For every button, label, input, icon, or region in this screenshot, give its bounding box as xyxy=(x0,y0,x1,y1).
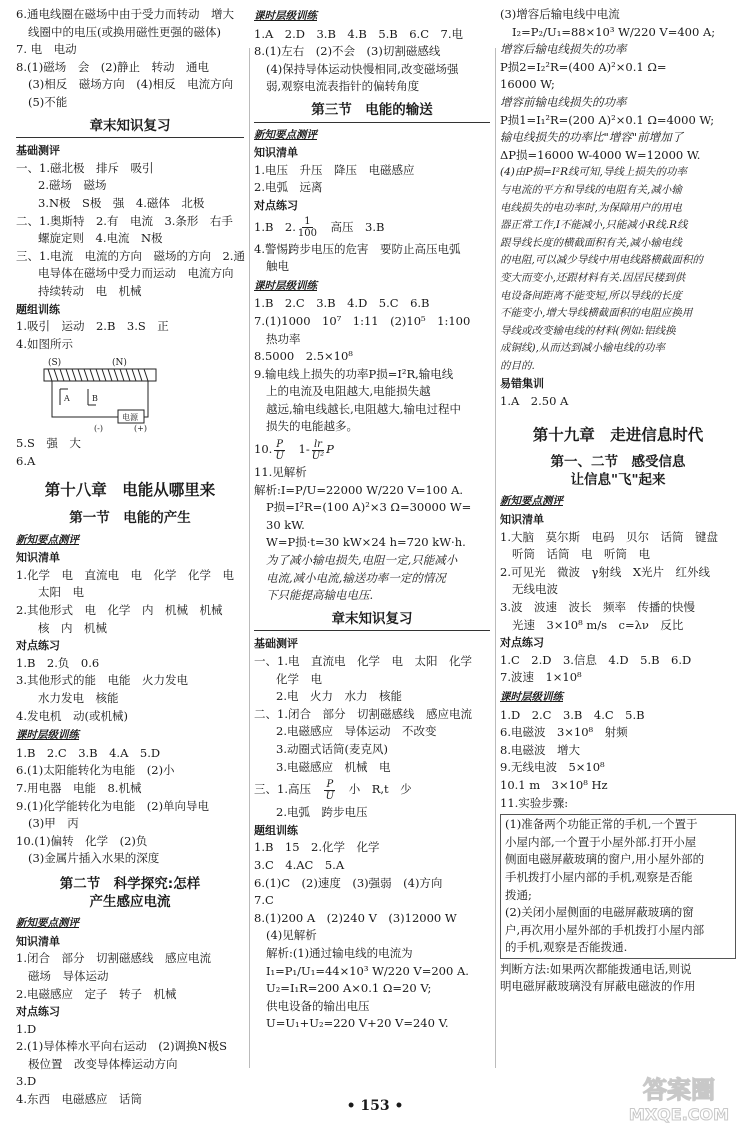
section-1-title: 第一节 电能的产生 xyxy=(69,510,191,527)
section-2-title: 第二节 科学探究:怎样 xyxy=(59,875,201,892)
answer-line: 2.电弧 远离 xyxy=(254,180,323,195)
answer-line: 1.C 2.D 3.信息 4.D 5.B 6.D xyxy=(500,652,692,667)
answer-line: 7.波速 1×10⁸ xyxy=(500,670,582,685)
answer-line: 1.电压 升压 降压 电磁感应 xyxy=(254,162,415,177)
answer-line: 7.C xyxy=(254,893,274,908)
fraction-prefix: 10. xyxy=(254,442,273,457)
answer-line: 输电线损失的功率比"增容"前增加了 xyxy=(500,130,684,145)
answer-line: 核 内 机械 xyxy=(38,620,107,635)
answer-line: 听筒 话筒 电 听筒 电 xyxy=(512,547,650,562)
fraction-numerator: P xyxy=(326,778,334,790)
answer-line: 三、1.电流 电流的方向 磁场的方向 2.通 xyxy=(16,248,245,263)
answer-line: 与电流的平方和导线的电阻有关,减小输 xyxy=(500,183,682,196)
answer-line-with-fraction xyxy=(254,436,490,464)
answer-line: 变大而变小,还跟材料有关.因居民楼到供 xyxy=(500,271,686,284)
section-3-title: 第三节 电能的输送 xyxy=(254,102,490,123)
fraction-prefix: 1.B 2. xyxy=(254,219,296,234)
answer-line: 5.S 强 大 xyxy=(16,436,81,451)
answer-line: 损失的电能越多。 xyxy=(266,419,358,434)
answer-line: 化学 电 xyxy=(276,671,322,686)
answer-line: 1.B 2.负 0.6 xyxy=(16,655,100,670)
answer-line: 11.实验步骤: xyxy=(500,795,569,810)
experiment-steps-box xyxy=(500,814,736,959)
answer-line: 电线损失的电功率时,为保障用户的用电 xyxy=(500,201,682,214)
answer-line: U₂=I₁R=200 A×0.1 Ω=20 V; xyxy=(266,981,432,996)
answer-line: 1.D 2.C 3.B 4.C 5.B xyxy=(500,707,645,722)
answer-line: 7.(1)1000 10⁷ 1:11 (2)10⁵ 1:100 xyxy=(254,313,471,328)
subheading: 知识清单 xyxy=(254,146,298,160)
answer-line: I₁=P₁/U₁=44×10³ W/220 V=200 A. xyxy=(266,963,469,978)
fraction xyxy=(312,439,324,462)
answer-line: 解析:(1)通过输电线的电流为 xyxy=(266,945,413,960)
answer-line: W=P损·t=30 kW×24 h=720 kW·h. xyxy=(266,535,466,550)
answer-line: 7. 电 电动 xyxy=(16,42,77,57)
answer-line: 30 kW. xyxy=(266,517,305,532)
fraction-suffix: 高压 3.B xyxy=(319,219,385,234)
answer-line: 下只能提高输电电压. xyxy=(266,588,374,603)
answer-line: 一、1.磁北极 排斥 吸引 xyxy=(16,160,154,175)
subheading: 对点练习 xyxy=(16,1005,60,1019)
subheading: 题组训练 xyxy=(254,823,298,837)
answer-line: 太阳 电 xyxy=(38,585,84,600)
chapter-review-title: 章末知识复习 xyxy=(254,611,490,632)
box-line: 手机拨打小屋内部的手机,观察是否能 xyxy=(505,869,693,884)
watermark-line-2: MXQE.COM xyxy=(628,1105,730,1124)
fraction-suffix: P xyxy=(326,442,334,457)
fraction-denominator: 100 xyxy=(297,228,317,240)
answer-line: 6.(1)太阳能转化为电能 (2)小 xyxy=(16,763,175,778)
answer-line: ΔP损=16000 W-4000 W=12000 W. xyxy=(500,147,701,162)
answer-line: 越远,输电线越长,电阻越大,输电过程中 xyxy=(266,401,461,416)
answer-line: 3.动圈式话筒(麦克风) xyxy=(276,741,388,756)
answer-line: 8.(1)磁场 会 (2)静止 转动 通电 xyxy=(16,59,210,74)
watermark-line-1: 答案圈 xyxy=(643,1076,715,1104)
fraction-middle: 1- xyxy=(287,442,310,457)
answer-line: 2.其他形式 电 化学 内 机械 机械 xyxy=(16,603,223,618)
box-line: 的手机,观察是否能拨通. xyxy=(505,940,628,955)
answer-line: 供电设备的输出电压 xyxy=(266,998,370,1013)
answer-line: 4.发电机 动(或机械) xyxy=(16,708,128,723)
answer-line-with-fraction xyxy=(254,215,490,241)
answer-line: 2.电 火力 水力 核能 xyxy=(276,689,402,704)
section-3-answers xyxy=(254,127,490,605)
answer-line: 电流,减小电流,输送功率一定的情况 xyxy=(266,570,446,585)
column-2 xyxy=(254,6,490,1033)
answer-line: 1.化学 电 直流电 电 化学 化学 电 xyxy=(16,567,234,582)
positive-terminal-label: (+) xyxy=(134,424,147,434)
fraction-numerator: P xyxy=(276,438,284,450)
fraction xyxy=(324,779,335,802)
subheading: 新知要点测评 xyxy=(16,917,79,930)
answer-line: (3)金属片插入水果的深度 xyxy=(28,851,160,866)
answer-line: 的目的. xyxy=(500,359,535,372)
review-block xyxy=(254,635,490,1032)
answer-line: P损=I²R=(100 A)²×3 Ω=30000 W= xyxy=(266,500,472,515)
column-1 xyxy=(16,6,244,1109)
subheading: 易错集训 xyxy=(500,377,544,391)
answer-line: 跟导线长度的横截面积有关,减小输电线 xyxy=(500,236,682,249)
negative-terminal-label: (-) xyxy=(94,424,103,434)
subheading: 新知要点测评 xyxy=(500,495,563,508)
subheading: 知识清单 xyxy=(16,551,60,565)
answer-line: I₂=P₂/U₁=88×10³ W/220 V=400 A; xyxy=(512,24,716,39)
answer-line: 1.B 2.C 3.B 4.D 5.C 6.B xyxy=(254,296,430,311)
answer-line: 6.A xyxy=(16,453,36,468)
answer-line: (3)增容后输电线中电流 xyxy=(500,7,620,21)
column-3 xyxy=(500,6,736,996)
fraction-prefix: 三、1.高压 xyxy=(254,782,323,797)
answer-line: 3.其他形式的能 电能 火力发电 xyxy=(16,673,188,688)
answer-line: 3.N极 S极 强 4.磁体 北极 xyxy=(38,195,205,210)
answer-line: 4.如图所示 xyxy=(16,336,73,351)
box-line: 小屋内部,一个置于小屋外部.打开小屋 xyxy=(505,834,697,849)
answer-line: 8.(1)200 A (2)240 V (3)12000 W xyxy=(254,910,457,925)
box-line: 拨通; xyxy=(505,887,532,902)
electromagnet-circuit-diagram xyxy=(30,355,180,433)
subheading: 课时层级训练 xyxy=(254,279,317,292)
chapter-19-title: 第十九章 走进信息时代 xyxy=(532,425,704,444)
answer-line: 3.C 4.AC 5.A xyxy=(254,857,345,872)
answer-line-with-fraction xyxy=(254,776,490,804)
answer-line: 电设备间距离不能变短,所以导线的长度 xyxy=(500,289,682,302)
answer-line: 1.B 2.C 3.B 4.A 5.D xyxy=(16,745,161,760)
answer-line: 2.电弧 跨步电压 xyxy=(276,805,368,820)
fraction-denominator: U xyxy=(325,790,335,802)
box-line: 侧面电磁屏蔽玻璃的窗户,用小屋外部的 xyxy=(505,852,705,867)
answer-line: 成铜线),从而达到减小输电线的功率 xyxy=(500,342,665,355)
section-1-2-answers xyxy=(500,493,736,812)
fraction xyxy=(298,216,317,239)
answer-line: (4)见解析 xyxy=(266,928,317,943)
answer-line: 1.B 15 2.化学 化学 xyxy=(254,840,380,855)
answers-block xyxy=(16,6,244,112)
answer-line: 9.(1)化学能转化为电能 (2)单向导电 xyxy=(16,798,210,813)
answer-line: 二、1.闭合 部分 切割磁感线 感应电流 xyxy=(254,706,472,721)
subheading: 知识清单 xyxy=(500,513,544,527)
answer-line: 磁场 导体运动 xyxy=(28,968,109,983)
answer-line: 持续转动 电 机械 xyxy=(38,283,142,298)
answer-line: 2.电磁感应 导体运动 不改变 xyxy=(276,724,437,739)
answer-line: 判断方法:如果两次都能拨通电话,则说 xyxy=(500,961,692,976)
answers-block xyxy=(500,6,736,411)
power-source-label: 电源 xyxy=(122,413,138,423)
answer-line: 线圈中的电压(或换用磁性更强的磁体) xyxy=(28,24,221,39)
answer-line: 3.电磁感应 机械 电 xyxy=(276,759,391,774)
answer-line: 电导体在磁场中受力而运动 电流方向 xyxy=(38,266,234,281)
answer-line: 7.用电器 电能 8.机械 xyxy=(16,780,142,795)
answer-line: 光速 3×10⁸ m/s c=λν 反比 xyxy=(512,617,684,632)
answer-line: 解析:I=P/U=22000 W/220 V=100 A. xyxy=(254,482,464,497)
answer-line: 6.通电线圈在磁场中由于受力而转动 增大 xyxy=(16,7,234,21)
pole-s-label: (S) xyxy=(48,358,62,369)
answer-line: 导线或改变输电线的材料(例如:铝线换 xyxy=(500,324,676,337)
fraction-suffix: 小 R,t 少 xyxy=(337,782,412,797)
answers-block xyxy=(254,8,490,96)
answer-line: 1.A 2.D 3.B 4.B 5.B 6.C 7.电 xyxy=(254,26,463,41)
answer-line: 8.5000 2.5×10⁸ xyxy=(254,349,353,364)
box-line: 户,再次用小屋外部的手机拨打小屋内部 xyxy=(505,922,705,937)
answer-line: (4)由P损=I²R线可知,导线上损失的功率 xyxy=(500,166,687,179)
fraction-numerator: 1 xyxy=(304,216,311,228)
page-number: • 153 • xyxy=(346,1098,404,1114)
answer-line: 10.(1)偏转 化学 (2)负 xyxy=(16,833,148,848)
answer-line: (3)相反 磁场方向 (4)相反 电流方向 xyxy=(28,77,234,92)
subheading: 课时层级训练 xyxy=(254,10,317,22)
answer-line: 1.大脑 莫尔斯 电码 贝尔 话筒 键盘 xyxy=(500,529,718,544)
answer-line: 1.闭合 部分 切割磁感线 感应电流 xyxy=(16,951,211,966)
box-line: (2)关闭小屋侧面的电磁屏蔽玻璃的窗 xyxy=(505,905,694,920)
answer-line: 的电阻,可以减少导线中用电线路横截面积的 xyxy=(500,254,703,267)
answer-line: 4.东西 电磁感应 话筒 xyxy=(16,1092,142,1107)
subheading: 基础测评 xyxy=(254,637,298,651)
answer-line: 弱,观察电流表指针的偏转角度 xyxy=(266,79,420,94)
fraction xyxy=(274,439,285,462)
answer-line: 2.电磁感应 定子 转子 机械 xyxy=(16,986,177,1001)
answer-line: 8.(1)左右 (2)不会 (3)切割磁感线 xyxy=(254,44,441,59)
answer-line: 2.(1)导体棒水平向右运动 (2)调换N极S xyxy=(16,1039,227,1054)
answer-line: 二、1.奥斯特 2.有 电流 3.条形 右手 xyxy=(16,213,233,228)
answer-line: 9.输电线上损失的功率P损=I²R,输电线 xyxy=(254,366,454,381)
subheading: 新知要点测评 xyxy=(16,533,79,546)
answer-line: 9.无线电波 5×10⁸ xyxy=(500,760,605,775)
fraction-denominator: U² xyxy=(311,450,325,462)
answer-line: 10.1 m 3×10⁸ Hz xyxy=(500,777,608,792)
section-1-2-title-line-2: 让信息"飞"起来 xyxy=(570,471,666,488)
fraction-numerator: lr xyxy=(313,438,322,450)
answer-line: 为了减小输电损失,电阻一定,只能减小 xyxy=(266,553,458,568)
subheading: 知识清单 xyxy=(16,934,60,948)
answer-line: 16000 W; xyxy=(500,77,555,92)
pole-n-label: (N) xyxy=(112,358,127,369)
answer-line: 上的电流及电阻越大,电能损失越 xyxy=(266,384,431,399)
answer-line: P损1=I₁²R=(200 A)²×0.1 Ω=4000 W; xyxy=(500,112,715,127)
answer-line: 无线电波 xyxy=(512,582,558,597)
answer-line: 2.可见光 微波 γ射线 X光片 红外线 xyxy=(500,564,711,579)
answer-line: 触电 xyxy=(266,259,289,274)
subheading: 基础测评 xyxy=(16,144,60,158)
subheading: 题组训练 xyxy=(16,302,60,316)
section-2-answers xyxy=(16,915,244,1109)
answer-line: 8.电磁波 增大 xyxy=(500,742,580,757)
answer-line: 水力发电 核能 xyxy=(38,691,119,705)
answer-line: 螺旋定则 4.电流 N极 xyxy=(38,231,163,246)
wire-a-label: A xyxy=(64,394,70,404)
answer-line: (4)保持导体运动快慢相同,改变磁场强 xyxy=(266,61,459,76)
answer-line: 3.波 波速 波长 频率 传播的快慢 xyxy=(500,600,695,614)
answer-line: 6.(1)C (2)速度 (3)强弱 (4)方向 xyxy=(254,875,443,890)
section-2-title-line-2: 产生感应电流 xyxy=(89,893,171,910)
column-divider xyxy=(495,48,496,1068)
section-1-2-title: 第一、二节 感受信息 xyxy=(550,454,686,471)
subheading: 课时层级训练 xyxy=(16,729,79,742)
site-watermark-logo xyxy=(620,1070,738,1124)
answer-line: 3.D xyxy=(16,1074,37,1089)
subheading: 对点练习 xyxy=(16,639,60,653)
section-1-answers xyxy=(16,532,244,868)
answer-line: 一、1.电 直流电 化学 电 太阳 化学 xyxy=(254,654,472,668)
answer-line: P损2=I₂²R=(400 A)²×0.1 Ω= xyxy=(500,59,667,74)
chapter-18-title: 第十八章 电能从哪里来 xyxy=(44,481,216,500)
answer-line: 明电磁屏蔽玻璃没有屏蔽电磁波的作用 xyxy=(500,979,696,994)
box-line: (1)准备两个功能正常的手机,一个置于 xyxy=(505,817,698,832)
column-divider xyxy=(249,48,250,1068)
subheading: 对点练习 xyxy=(254,198,298,212)
answer-line: 热功率 xyxy=(266,331,301,346)
answer-line: 4.警惕跨步电压的危害 要防止高压电弧 xyxy=(254,241,461,256)
answer-line: 11.见解析 xyxy=(254,465,307,480)
answer-line: 极位置 改变导体棒运动方向 xyxy=(28,1056,178,1071)
answer-line: 不能变小,增大导线横截面积的电阻应换用 xyxy=(500,307,693,320)
answer-line: 增容后输电线损失的功率 xyxy=(500,42,627,57)
answer-line: 增容前输电线损失的功率 xyxy=(500,94,627,109)
subheading: 对点练习 xyxy=(500,636,544,650)
wire-b-label: B xyxy=(92,394,98,404)
answer-line: 1.D xyxy=(16,1021,37,1036)
answer-line: 6.电磁波 3×10⁸ 射频 xyxy=(500,725,628,740)
subheading: 新知要点测评 xyxy=(254,128,317,141)
answer-line: (5)不能 xyxy=(28,94,68,109)
subheading: 课时层级训练 xyxy=(500,690,563,703)
answer-line: 2.磁场 磁场 xyxy=(38,178,107,193)
answer-line: (3)甲 丙 xyxy=(28,816,79,831)
fraction-denominator: U xyxy=(275,450,284,462)
chapter-review-title: 章末知识复习 xyxy=(16,118,244,139)
answer-line: 1.A 2.50 A xyxy=(500,394,569,409)
answer-line: 1.吸引 运动 2.B 3.S 正 xyxy=(16,319,169,334)
answer-line: U=U₁+U₂=220 V+20 V=240 V. xyxy=(266,1016,449,1031)
answer-line: 器正常工作,I不能减小,只能减小R线.R线 xyxy=(500,219,688,232)
review-block xyxy=(16,142,244,353)
